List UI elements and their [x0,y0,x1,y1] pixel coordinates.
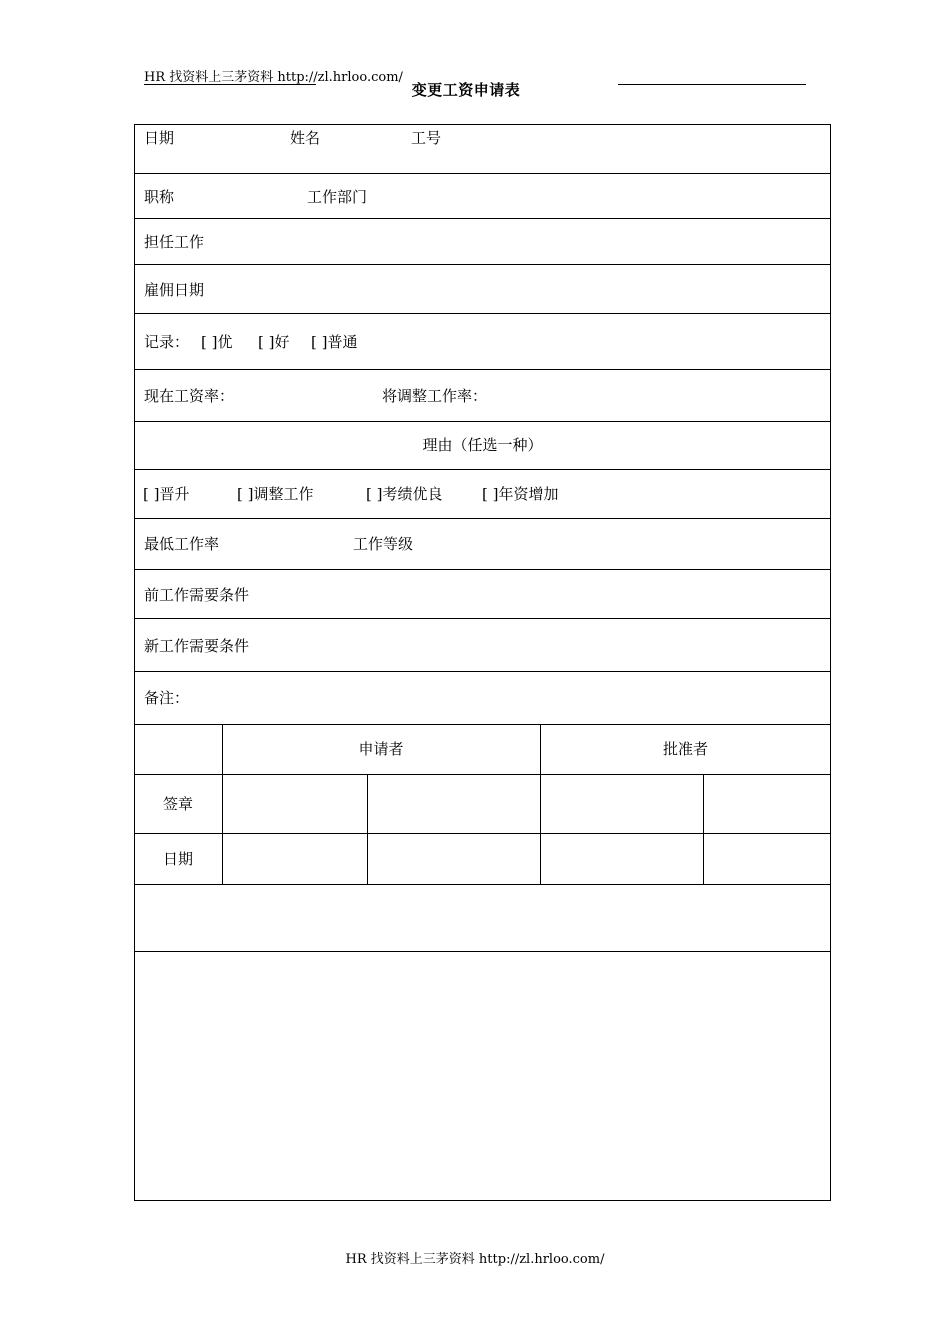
record-label: 记录： [144,333,190,351]
row-divider [134,218,831,219]
prev-job-requirements-label: 前工作需要条件 [144,586,250,604]
document-title: 变更工资申请表 [411,81,521,99]
row-divider [134,369,831,370]
row-divider [134,469,831,470]
row-divider [134,421,831,422]
min-rate-label: 最低工作率 [144,535,220,553]
assigned-job-label: 担任工作 [144,233,205,251]
record-option-average[interactable]: [ ]普通 [311,333,358,351]
reason-heading: 理由（任选一种） [422,436,543,454]
date-label: 日期 [144,129,175,147]
row-divider [134,833,831,834]
department-label: 工作部门 [307,188,368,206]
signoff-date-label: 日期 [162,850,193,868]
reason-option-seniority[interactable]: [ ]年资增加 [482,485,559,503]
row-divider [134,618,831,619]
reason-option-performance[interactable]: [ ]考绩优良 [366,485,443,503]
new-job-requirements-label: 新工作需要条件 [144,637,250,655]
header-site-link[interactable]: HR 找资料上三茅资料 http://zl.hrloo.com/ [144,70,403,85]
adjusted-rate-label: 将调整工作率： [382,387,488,405]
job-grade-label: 工作等级 [353,535,414,553]
row-divider [134,173,831,174]
name-label: 姓名 [290,129,321,147]
row-divider [134,774,831,775]
row-divider [134,671,831,672]
header-underline-left [144,84,316,85]
employee-id-label: 工号 [411,129,442,147]
row-divider [134,264,831,265]
reason-option-promotion[interactable]: [ ]晋升 [143,485,190,503]
hire-date-label: 雇佣日期 [144,281,205,299]
row-divider [134,951,831,952]
signoff-col-divider [367,774,368,884]
remarks-label: 备注： [144,689,190,707]
form-table [134,124,831,1201]
row-divider [134,724,831,725]
approver-heading: 批准者 [662,740,708,758]
signoff-col-divider [703,774,704,884]
reason-option-job-adjustment[interactable]: [ ]调整工作 [237,485,314,503]
seal-label: 签章 [162,795,193,813]
footer-site-link[interactable]: HR 找资料上三茅资料 http://zl.hrloo.com/ [345,1252,605,1267]
row-divider [134,884,831,885]
row-divider [134,518,831,519]
record-option-excellent[interactable]: [ ]优 [201,333,233,351]
applicant-heading: 申请者 [358,740,404,758]
row-divider [134,569,831,570]
current-rate-label: 现在工资率： [144,387,235,405]
row-divider [134,313,831,314]
header-underline-right [618,84,806,85]
record-option-good[interactable]: [ ]好 [258,333,290,351]
job-title-label: 职称 [144,188,175,206]
